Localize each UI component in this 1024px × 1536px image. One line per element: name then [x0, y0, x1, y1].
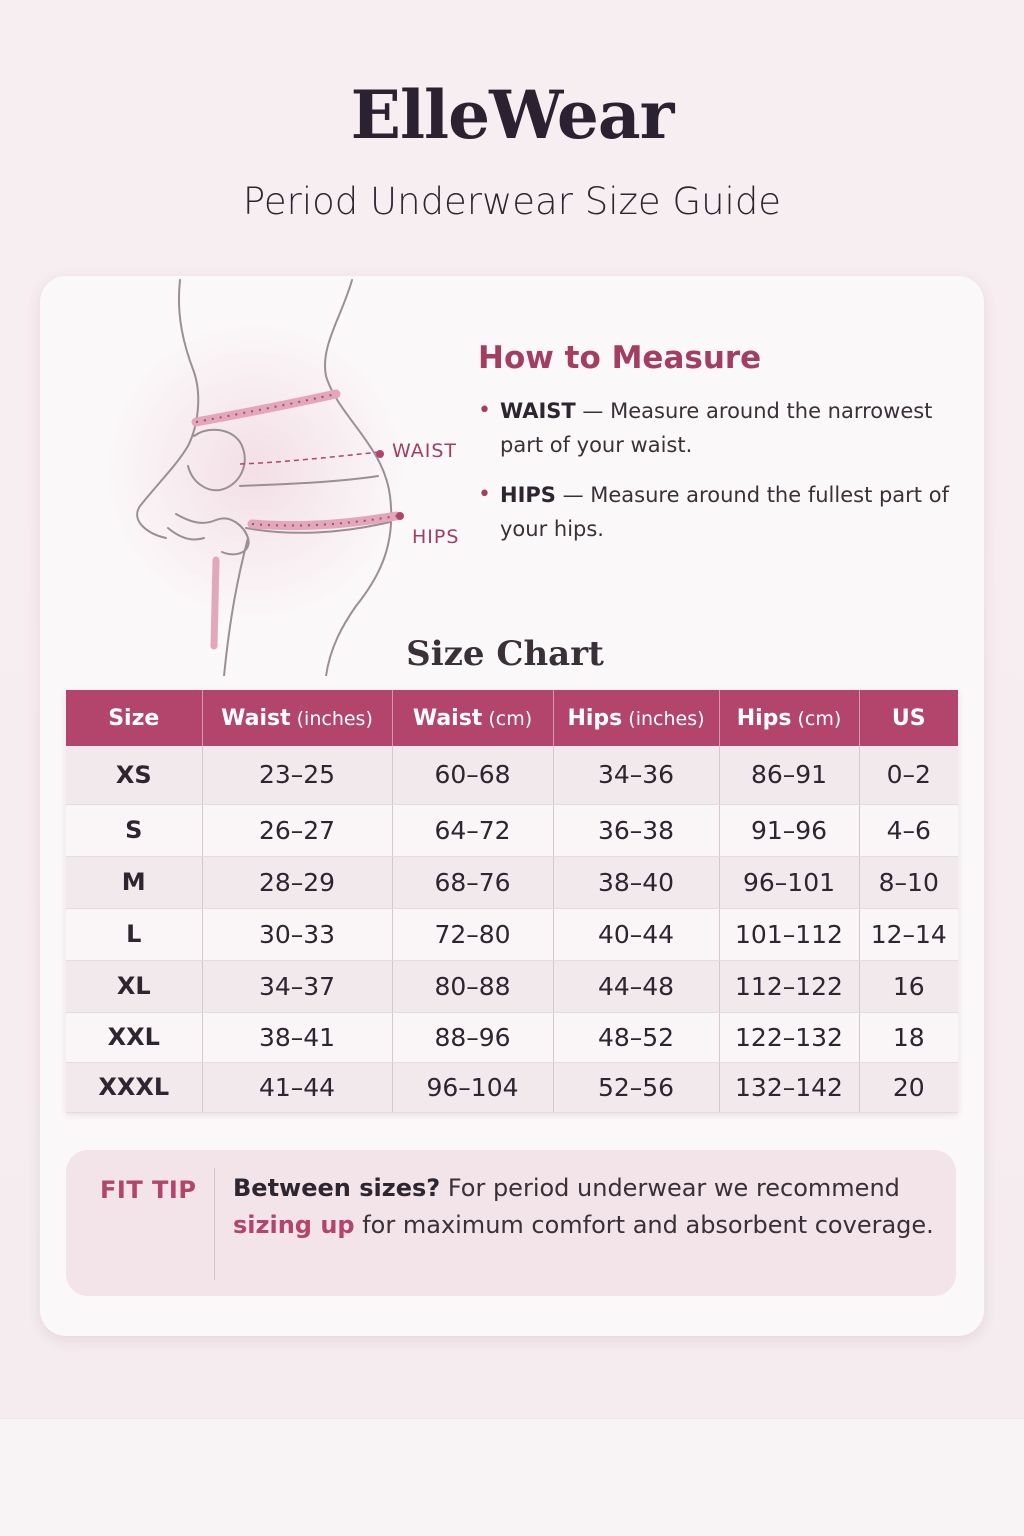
bullet-dot-icon: •: [478, 398, 491, 423]
cell-us: 0–2: [859, 746, 958, 804]
cell-size: XXXL: [66, 1062, 202, 1112]
cell-waist-cm: 80–88: [392, 960, 553, 1012]
table-row: [66, 1012, 958, 1062]
fit-tip-label: FIT TIP: [100, 1176, 197, 1204]
cell-us: 20: [859, 1062, 958, 1112]
cell-waist-cm: 72–80: [392, 908, 553, 960]
cell-size: XL: [66, 960, 202, 1012]
table-row: [66, 804, 958, 856]
cell-hips-inches: 44–48: [553, 960, 719, 1012]
column-header-size: Size: [66, 690, 202, 746]
cell-waist-inches: 41–44: [202, 1062, 392, 1112]
cell-hips-inches: 36–38: [553, 804, 719, 856]
cell-waist-cm: 68–76: [392, 856, 553, 908]
measure-term: HIPS: [500, 483, 556, 507]
measure-desc: — Measure around the fullest part of your hips.: [500, 483, 949, 541]
cell-us: 16: [859, 960, 958, 1012]
table-row: [66, 960, 958, 1012]
cell-size: S: [66, 804, 202, 856]
cell-waist-cm: 64–72: [392, 804, 553, 856]
column-header-us: US: [859, 690, 958, 746]
fit-tip-body-end: for maximum comfort and absorbent coverage.: [354, 1211, 934, 1239]
cell-waist-inches: 34–37: [202, 960, 392, 1012]
cell-us: 12–14: [859, 908, 958, 960]
brand-logo: ElleWear: [350, 76, 674, 154]
column-header-waist-cm: Waist (cm): [392, 690, 553, 746]
bullet-dot-icon: •: [478, 482, 491, 507]
column-header-waist-inches: Waist (inches): [202, 690, 392, 746]
cell-waist-inches: 38–41: [202, 1012, 392, 1062]
cell-hips-cm: 112–122: [719, 960, 859, 1012]
cell-hips-cm: 86–91: [719, 746, 859, 804]
cell-hips-cm: 122–132: [719, 1012, 859, 1062]
table-header-row: [66, 690, 958, 746]
fit-tip-divider: [214, 1168, 215, 1280]
table-row: [66, 856, 958, 908]
cell-hips-cm: 91–96: [719, 804, 859, 856]
cell-hips-cm: 132–142: [719, 1062, 859, 1112]
how-to-measure-title: How to Measure: [478, 340, 762, 376]
page-footer-band: [0, 1418, 1024, 1536]
cell-size: XXL: [66, 1012, 202, 1062]
cell-hips-inches: 48–52: [553, 1012, 719, 1062]
cell-hips-inches: 34–36: [553, 746, 719, 804]
cell-hips-cm: 101–112: [719, 908, 859, 960]
cell-size: XS: [66, 746, 202, 804]
cell-hips-inches: 52–56: [553, 1062, 719, 1112]
cell-hips-cm: 96–101: [719, 856, 859, 908]
fit-tip-text: [233, 1170, 938, 1244]
cell-waist-inches: 26–27: [202, 804, 392, 856]
measure-item-text: [500, 478, 968, 546]
fit-tip-box: [66, 1150, 956, 1296]
size-chart-title: Size Chart: [406, 634, 604, 674]
fit-tip-lead: Between sizes?: [233, 1174, 441, 1202]
cell-waist-inches: 30–33: [202, 908, 392, 960]
cell-waist-inches: 28–29: [202, 856, 392, 908]
fit-tip-body: For period underwear we recommend: [440, 1174, 900, 1202]
cell-hips-inches: 38–40: [553, 856, 719, 908]
table-row: [66, 908, 958, 960]
measure-term: WAIST: [500, 399, 576, 423]
size-chart-table: [66, 690, 958, 1113]
waist-label: WAIST: [392, 440, 458, 462]
table-row: [66, 746, 958, 804]
page-subtitle: Period Underwear Size Guide: [242, 180, 782, 223]
fit-tip-accent: sizing up: [233, 1211, 355, 1239]
cell-us: 18: [859, 1012, 958, 1062]
table-row: [66, 1062, 958, 1112]
measure-item-hips: [478, 478, 968, 546]
cell-us: 4–6: [859, 804, 958, 856]
illustration-glow: [105, 321, 405, 621]
body-measurement-illustration: [80, 276, 480, 676]
cell-waist-inches: 23–25: [202, 746, 392, 804]
cell-hips-inches: 40–44: [553, 908, 719, 960]
measure-desc: — Measure around the narrowest part of your waist.: [500, 399, 933, 457]
cell-size: M: [66, 856, 202, 908]
hips-label: HIPS: [412, 526, 460, 548]
cell-size: L: [66, 908, 202, 960]
cell-waist-cm: 96–104: [392, 1062, 553, 1112]
cell-waist-cm: 60–68: [392, 746, 553, 804]
measure-item-text: [500, 394, 968, 462]
measure-item-waist: [478, 394, 968, 462]
cell-waist-cm: 88–96: [392, 1012, 553, 1062]
measure-instructions: [478, 394, 968, 562]
cell-us: 8–10: [859, 856, 958, 908]
column-header-hips-cm: Hips (cm): [719, 690, 859, 746]
column-header-hips-inches: Hips (inches): [553, 690, 719, 746]
